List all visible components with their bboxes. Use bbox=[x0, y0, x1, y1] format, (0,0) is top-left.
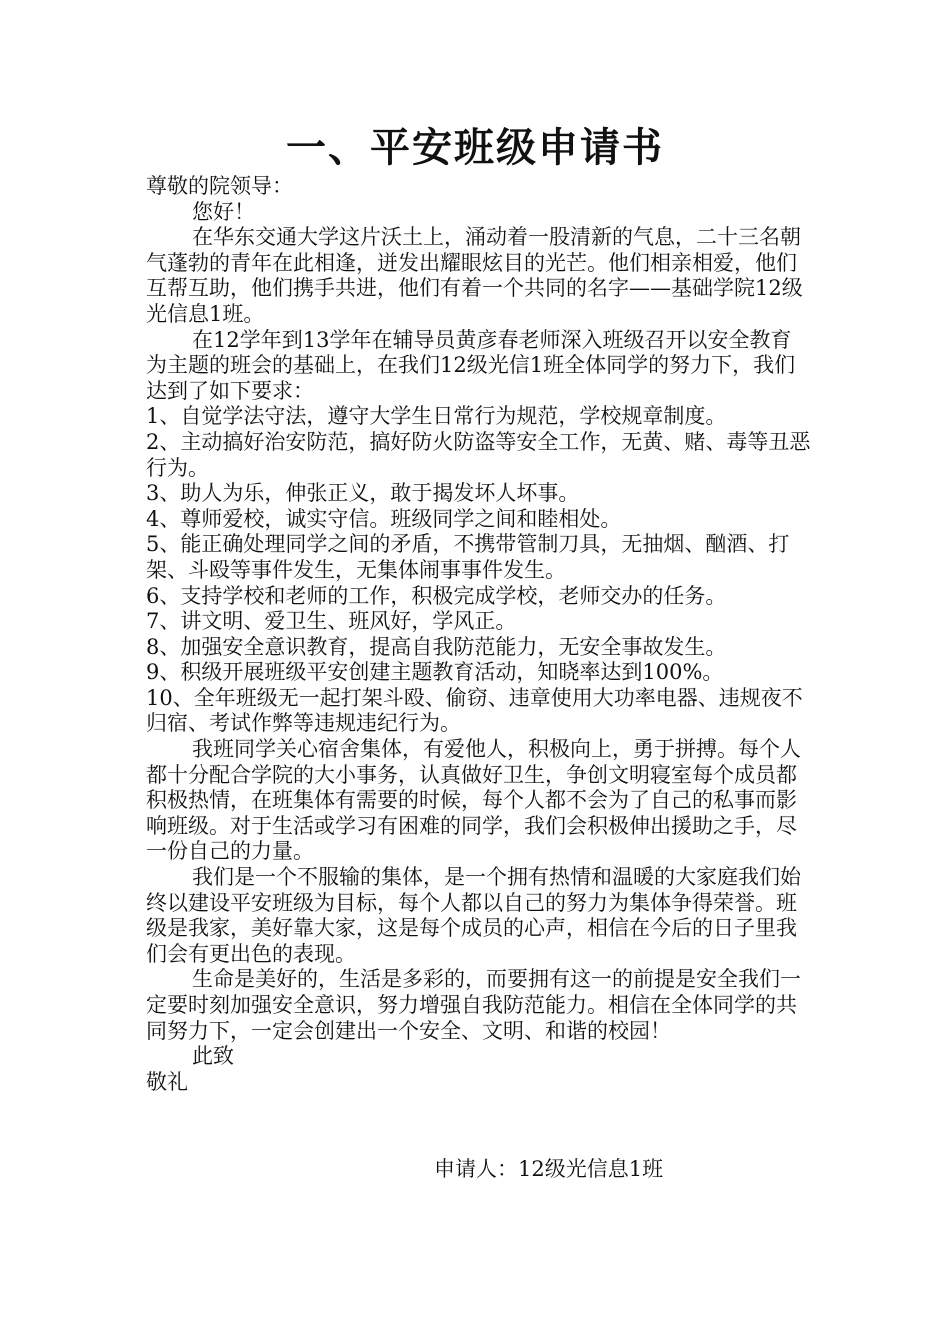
requirement-item: 1、自觉学法守法，遵守大学生日常行为规范，学校规章制度。 bbox=[146, 404, 727, 429]
document-body bbox=[146, 174, 812, 1095]
intro-paragraph: 在华东交通大学这片沃土上，涌动着一股清新的气息，二十三名朝气蓬勃的青年在此相逢，迸发出耀眼炫目的光芒。他们相亲相爱，他们互帮互助，他们携手共进，他们有着一个共同的名字——基础学院12级光信息1班。 bbox=[146, 225, 803, 326]
requirement-item: 6、支持学校和老师的工作，积极完成学校，老师交办的任务。 bbox=[146, 583, 727, 608]
collective-paragraph: 我们是一个不服输的集体，是一个拥有热情和温暖的大家庭我们始终以建设平安班级为目标，每个人都以自己的努力为集体争得荣誉。班级是我家，美好靠大家，这是每个成员的心声，相信在今后的日子里我们会有更出色的表现。 bbox=[146, 865, 801, 966]
requirement-item: 3、助人为乐，伸张正义，敢于揭发坏人坏事。 bbox=[146, 481, 580, 506]
sign-off-line-1: 此致 bbox=[192, 1044, 234, 1069]
greeting: 您好！ bbox=[192, 199, 255, 224]
safety-paragraph: 生命是美好的，生活是多彩的，而要拥有这一的前提是安全我们一定要时刻加强安全意识，努力增强自我防范能力。相信在全体同学的共同努力下，一定会创建出一个安全、文明、和谐的校园！ bbox=[146, 967, 801, 1043]
class-unity-paragraph: 我班同学关心宿舍集体，有爱他人，积极向上，勇于拼搏。每个人都十分配合学院的大小事务，认真做好卫生，争创文明寝室每个成员都积极热情，在班集体有需要的时候，每个人都不会为了自己的私事而影响班级。对于生活或学习有困难的同学，我们会积极伸出援助之手，尽一份自己的力量。 bbox=[146, 737, 801, 864]
document-title: 一、平安班级申请书 bbox=[286, 124, 664, 171]
requirement-item: 5、能正确处理同学之间的矛盾，不携带管制刀具，无抽烟、酗酒、打架、斗殴等事件发生，无集体闹事事件发生。 bbox=[146, 532, 790, 582]
requirement-item: 9、积级开展班级平安创建主题教育活动，知晓率达到100%。 bbox=[146, 660, 724, 685]
requirements-intro-paragraph: 在12学年到13学年在辅导员黄彦春老师深入班级召开以安全教育为主题的班会的基础上，在我们12级光信1班全体同学的努力下，我们达到了如下要求： bbox=[146, 327, 796, 403]
requirement-item: 7、讲文明、爱卫生、班风好，学风正。 bbox=[146, 609, 517, 634]
requirement-item: 4、尊师爱校，诚实守信。班级同学之间和睦相处。 bbox=[146, 506, 622, 531]
applicant-signature: 申请人：12级光信息1班 bbox=[434, 1157, 664, 1181]
requirement-item: 10、全年班级无一起打架斗殴、偷窃、违章使用大功率电器、违规夜不归宿、考试作弊等违规违纪行为。 bbox=[146, 685, 803, 736]
requirement-item: 2、主动搞好治安防范，搞好防火防盗等安全工作，无黄、赌、毒等丑恶行为。 bbox=[146, 429, 811, 480]
requirement-item: 8、加强安全意识教育，提高自我防范能力，无安全事故发生。 bbox=[146, 634, 727, 659]
salutation: 尊敬的院领导： bbox=[146, 174, 293, 198]
sign-off-line-2: 敬礼 bbox=[146, 1069, 188, 1094]
